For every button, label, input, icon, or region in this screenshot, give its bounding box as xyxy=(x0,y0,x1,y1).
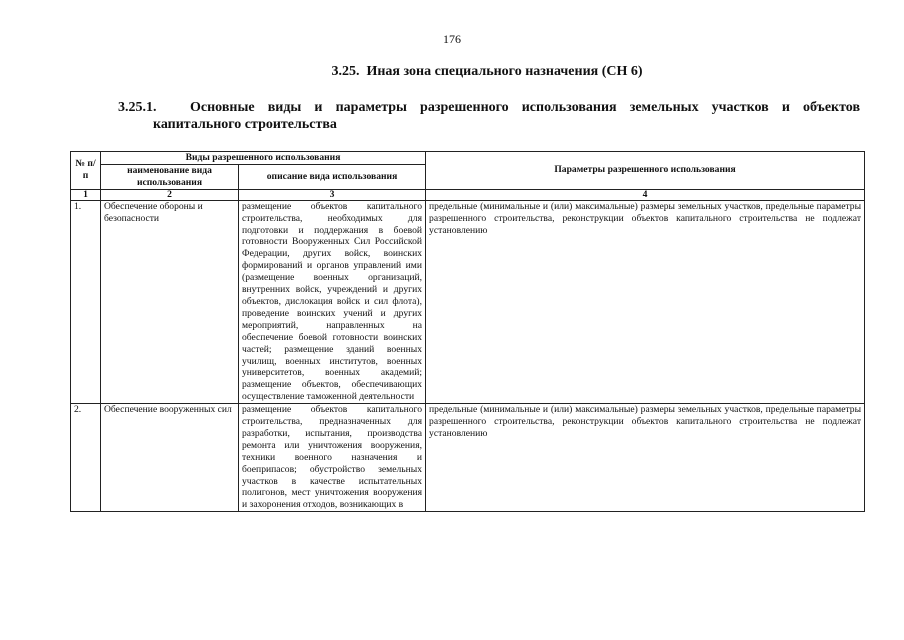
header-group: Виды разрешенного использования xyxy=(101,152,426,165)
column-number: 3 xyxy=(239,189,426,200)
use-name: Обеспечение вооруженных сил xyxy=(101,404,239,512)
header-num: № п/п xyxy=(71,152,101,190)
table-row xyxy=(71,200,865,403)
use-description: размещение объектов капитального строительства, предназначенных для разработки, испытания, производства ремонта или уничтожения вооружения, техники военного назначения и боеприпасов; обустройство земельных участков в качестве испытательных полигонов, мест уничтожения вооружения и захоронения отходов, возникающих в xyxy=(239,404,426,512)
section-number: 3.25. xyxy=(331,64,360,79)
section-title-text: Иная зона специального назначения (СН 6) xyxy=(366,64,643,79)
subsection-title-line1: Основные виды и параметры разрешенного использования земельных участков и объектов xyxy=(190,100,860,115)
column-number: 1 xyxy=(71,189,101,200)
column-number: 4 xyxy=(426,189,865,200)
table-row xyxy=(71,404,865,512)
section-title xyxy=(0,64,904,80)
subsection-title-line2: капитального строительства xyxy=(153,117,337,132)
column-number: 2 xyxy=(101,189,239,200)
use-name: Обеспечение обороны и безопасности xyxy=(101,200,239,403)
use-parameters: предельные (минимальные и (или) максимальные) размеры земельных участков, предельные параметры разрешенного строительства, реконструкции объектов капитального строительства не подлежат установлению xyxy=(426,200,865,403)
header-name: наименование вида использования xyxy=(101,164,239,189)
use-parameters: предельные (минимальные и (или) максимальные) размеры земельных участков, предельные параметры разрешенного строительства, реконструкции объектов капитального строительства не подлежат установлению xyxy=(426,404,865,512)
permitted-use-table xyxy=(70,151,865,512)
column-number-row xyxy=(71,189,865,200)
header-row-1 xyxy=(71,152,865,165)
subsection-number: 3.25.1. xyxy=(118,100,157,115)
row-number: 2. xyxy=(71,404,101,512)
use-description: размещение объектов капитального строительства, необходимых для подготовки и поддержания в боевой готовности Вооруженных Сил Российской Федерации, других войск, воинских формирований и органов управлений ими (размещение военных организаций, внутренних войск, учреждений и других объектов, дислокация войск и сил флота), проведение воинских учений и других мероприятий, направленных на обеспечение боевой готовности воинских частей; размещение зданий военных училищ, военных институтов, военных университетов, военных академий; размещение объектов, обеспечивающих осуществление таможенной деятельности xyxy=(239,200,426,403)
page-number: 176 xyxy=(443,32,461,46)
header-params: Параметры разрешенного использования xyxy=(426,152,865,190)
subsection-heading xyxy=(118,99,860,133)
row-number: 1. xyxy=(71,200,101,403)
header-desc: описание вида использования xyxy=(239,164,426,189)
